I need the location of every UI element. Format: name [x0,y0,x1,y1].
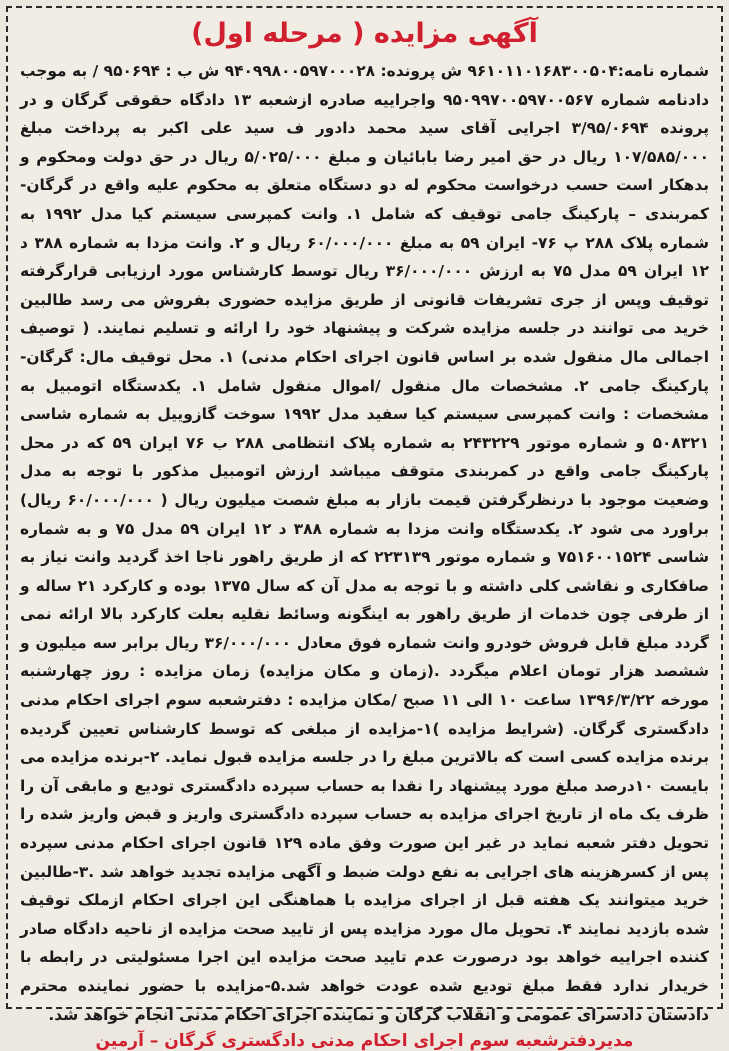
notice-frame [6,6,723,1051]
notice-body: شماره نامه:۹۶۱۰۱۱۰۱۶۸۳۰۰۵۰۴ ش پرونده: ۹۴۰۹۹۸۰۰۵۹۷۰۰۰۲۸ ش ب : ۹۵۰۶۹۴ / به موجب دادنامه شماره ۹۵۰۹۹۷۰۰۵۹۷۰۰۵۶۷ واجراییه صادره ازشعبه ۱۳ دادگاه حقوقی گرگان و در پرونده ۳/۹۵/۰۶۹۴ اجرایی آقای سید محمد دادور ف سید علی اکبر به پرداخت مبلغ ۱۰۷/۵۸۵/۰۰۰ ریال در حق امیر رضا بابائیان و مبلغ ۵/۰۲۵/۰۰۰ ریال در حق دولت ومحکوم و بدهکار است حسب درخواست محکوم له دو دستگاه متعلق به محکوم علیه واقع در گرگان- کمربندی – پارکینگ جامی توقیف که شامل ۱. وانت کمپرسی سیستم کیا مدل ۱۹۹۲ به شماره پلاک ۲۸۸ پ ۷۶- ایران ۵۹ به مبلغ ۶۰/۰۰۰/۰۰۰ ریال و ۲. وانت مزدا به شماره ۳۸۸ د ۱۲ ایران ۵۹ مدل ۷۵ به ارزش ۳۶/۰۰۰/۰۰۰ ریال توسط کارشناس مورد ارزیابی قرارگرفته توقیف وپس از جری تشریفات قانونی از طریق مزایده حضوری بفروش می رسد طالبین خرید می توانند در جلسه مزایده شرکت و پیشنهاد خود را ارائه و تسلیم نمایند. ( توصیف اجمالی مال منقول شده بر اساس قانون اجرای احکام مدنی) ۱. محل توقیف مال: گرگان- پارکینگ جامی ۲. مشخصات مال منقول /اموال منقول شامل ۱. یکدستگاه اتومبیل به مشخصات : وانت کمپرسی سیستم کیا سفید مدل ۱۹۹۲ سوخت گازوییل به شماره شاسی ۵۰۸۳۲۱ و شماره موتور ۲۴۳۲۲۹ به شماره پلاک انتظامی ۲۸۸ ب ۷۶ ایران ۵۹ که در محل پارکینگ جامی واقع در کمربندی متوقف میباشد ارزش اتومبیل مذکور با توجه به مدل وضعیت موجود با درنظرگرفتن قیمت بازار به مبلغ شصت میلیون ریال ( ۶۰/۰۰۰/۰۰۰ ریال) براورد می شود ۲. یکدستگاه وانت مزدا به شماره ۳۸۸ د ۱۲ ایران ۵۹ مدل ۷۵ و به شماره شاسی ۷۵۱۶۰۰۱۵۲۴ و شماره موتور ۲۲۳۱۳۹ که از طریق راهور ناجا اخذ گردید وانت نیاز به صافکاری و نقاشی کلی داشته و با توجه به مدل آن که سال ۱۳۷۵ بوده و کارکرد ۲۱ ساله و از طرفی چون خدمات از طریق راهور به اینگونه وسائط نقلیه بعلت کارکرد بالا ارائه نمی گردد مبلغ قابل فروش خودرو وانت شماره فوق معادل ۳۶/۰۰۰/۰۰۰ ریال برابر سه میلیون و ششصد هزار تومان اعلام میگردد .(زمان و مکان مزایده) زمان مزایده : روز چهارشنبه مورخه ۱۳۹۶/۳/۲۲ ساعت ۱۰ الی ۱۱ صبح /مکان مزایده : دفترشعبه سوم اجرای احکام مدنی دادگستری گرگان. (شرایط مزایده )۱-مزایده از مبلغی که توسط کارشناس تعیین گردیده برنده مزایده کسی است که بالاترین مبلغ را در جلسه مزایده قبول نماید. ۲-برنده مزایده می بایست ۱۰درصد مبلغ مورد پیشنهاد را نقدا به حساب سپرده دادگستری تودیع و مابقی آن را ظرف یک ماه از تاریخ اجرای مزایده به حساب سپرده دادگستری واریز و قبض واریز شده را تحویل دفتر شعبه نماید در غیر این صورت وفق ماده ۱۲۹ قانون اجرای احکام مدنی سپرده پس از کسرهزینه های اجرایی به نفع دولت ضبط و آگهی مزایده تجدید خواهد شد .۳-طالبین خرید میتوانند یک هفته قبل از اجرای مزایده با هماهنگی این اجرای احکام ازملک توقیف شده بازدید نمایند ۴. تحویل مال مورد مزایده پس از تایید صحت مزایده از ناحیه دادگاه صادر کننده اجراییه خواهد بود درصورت عدم تایید صحت مزایده این اجرا مسئولیتی در رابطه با خریدار ندارد فقط مبلغ تودیع شده عودت خواهد شد.۵-مزایده با حضور نماینده محترم دادستان دادسرای عمومی و انقلاب گرگان و نماینده اجرای احکام مدنی انجام خواهد شد. [20,62,710,1024]
notice-title: آگهی مزایده ( مرحله اول) [191,18,538,49]
notice-signature: مدیردفترشعبه سوم اجرای احکام مدنی دادگستری گرگان – آرمین [95,1031,634,1051]
